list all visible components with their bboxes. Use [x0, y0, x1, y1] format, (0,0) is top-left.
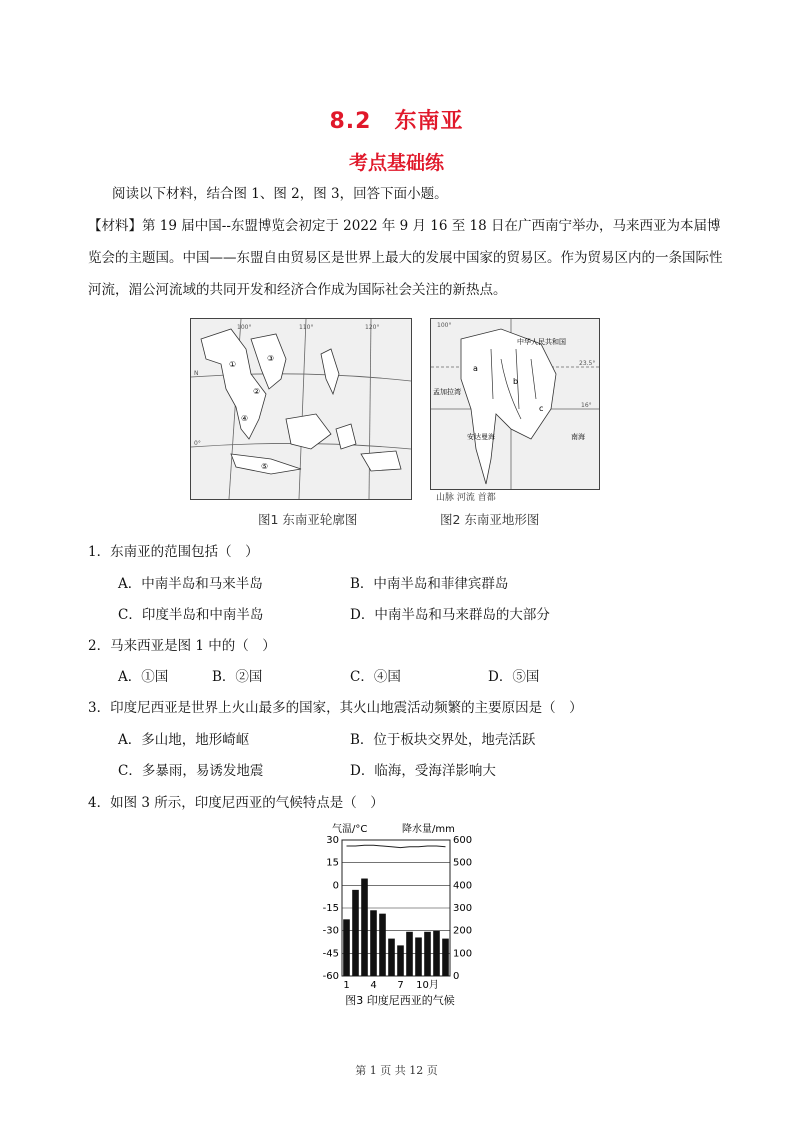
- figure-1-map: [190, 318, 412, 500]
- figure-2-map: [430, 318, 600, 490]
- precipitation-bar: [361, 879, 368, 976]
- x-tick-label: 4: [370, 980, 377, 991]
- figure-2-caption: 图2 东南亚地形图: [440, 512, 540, 527]
- precipitation-bar: [388, 939, 395, 976]
- page-subtitle: 考点基础练: [348, 152, 444, 174]
- right-tick-label: 100: [453, 948, 473, 960]
- question-1: 1．东南亚的范围包括（ ）: [88, 544, 259, 560]
- q3-option-b: B．位于板块交界处，地壳活跃: [350, 732, 536, 748]
- figure-1-caption: 图1 东南亚轮廓图: [258, 512, 358, 527]
- fig2-sea-label: 南海: [571, 433, 585, 441]
- precipitation-bar: [397, 945, 404, 976]
- q2-option-b: B．②国: [212, 669, 263, 685]
- q3-option-d: D．临海，受海洋影响大: [350, 763, 496, 779]
- figure-2-legend: 山脉 河流 首都: [436, 493, 496, 503]
- q1-option-d: D．中南半岛和马来群岛的大部分: [350, 607, 550, 623]
- q2-option-a: A．①国: [118, 669, 169, 685]
- question-2: 2．马来西亚是图 1 中的（ ）: [88, 638, 276, 654]
- precipitation-bar: [352, 890, 359, 976]
- left-tick-label: 15: [326, 857, 339, 869]
- question-3: 3．印度尼西亚是世界上火山最多的国家，其火山地震活动频繁的主要原因是（ ）: [88, 700, 583, 716]
- fig1-country-2: ②: [253, 387, 261, 396]
- q2-option-c: C．④国: [350, 669, 401, 685]
- precipitation-bar: [406, 932, 413, 976]
- precipitation-bar: [433, 931, 440, 976]
- left-tick-label: -60: [322, 971, 339, 982]
- chart-ylabel-left: 气温/°C: [332, 824, 368, 835]
- fig1-country-5: ⑤: [261, 462, 269, 471]
- fig2-label-b: b: [513, 377, 519, 386]
- left-tick-label: 0: [332, 880, 339, 892]
- precipitation-bar: [424, 932, 431, 976]
- fig2-andaman-label: 安达曼海: [467, 433, 495, 441]
- fig2-lon: 100°: [437, 322, 452, 329]
- x-tick-label: 7: [397, 980, 404, 991]
- left-tick-label: -15: [322, 903, 339, 914]
- q1-option-a: A．中南半岛和马来半岛: [118, 576, 263, 592]
- material-text: 【材料】第 19 届中国--东盟博览会初定于 2022 年 9 月 16 至 18 日在广西南宁举办，马来西亚为本届博览会的主题国。中国——东盟自由贸易区是世界上最大的发展中国家的贸易区。作为贸易区内的一条国际性河流，湄公河流域的共同开发和经济合作成为国际社会关注的新热点。: [88, 218, 723, 298]
- right-tick-label: 300: [453, 903, 473, 914]
- question-4: 4．如图 3 所示，印度尼西亚的气候特点是（ ）: [88, 795, 384, 811]
- precipitation-bar: [415, 937, 422, 976]
- precipitation-bar: [370, 910, 377, 976]
- fig2-label-a: a: [473, 364, 478, 373]
- page-footer: 第 1 页 共 12 页: [355, 1064, 438, 1077]
- fig1-lon3: 120°: [365, 324, 380, 331]
- precipitation-bar: [343, 919, 350, 976]
- fig1-lon2: 110°: [299, 324, 314, 331]
- fig1-country-4: ④: [241, 414, 249, 423]
- x-tick-label: 1: [343, 980, 350, 991]
- fig1-lat2: 0°: [194, 440, 201, 447]
- fig1-country-3: ③: [267, 354, 275, 363]
- right-tick-label: 500: [453, 857, 473, 869]
- precipitation-bar: [442, 939, 449, 976]
- chart-ylabel-right: 降水量/mm: [402, 824, 455, 835]
- right-tick-label: 200: [453, 925, 473, 937]
- intro-text: 阅读以下材料，结合图 1、图 2，图 3，回答下面小题。: [112, 186, 448, 202]
- fig1-lon1: 100°: [237, 324, 252, 331]
- fig2-lat1: 23.5°: [579, 360, 596, 367]
- chart-title: 图3 印度尼西亚的气候: [345, 994, 455, 1007]
- left-tick-label: -45: [322, 948, 339, 960]
- fig1-lat1: N: [194, 370, 199, 377]
- q2-option-d: D．⑤国: [488, 669, 540, 685]
- left-tick-label: -30: [322, 925, 339, 937]
- precipitation-bar: [379, 914, 386, 976]
- x-tick-label: 10月: [416, 980, 439, 991]
- q1-option-b: B．中南半岛和菲律宾群岛: [350, 576, 509, 592]
- right-tick-label: 400: [453, 880, 473, 892]
- fig2-china-label: 中华人民共和国: [517, 338, 566, 346]
- q1-option-c: C．印度半岛和中南半岛: [118, 607, 264, 623]
- q3-option-c: C．多暴雨，易诱发地震: [118, 763, 264, 779]
- climate-chart: [310, 818, 490, 1018]
- fig2-label-c: c: [539, 404, 544, 413]
- left-tick-label: 30: [326, 835, 339, 846]
- page-title: 8.2 东南亚: [329, 109, 464, 134]
- fig2-lat2: 16°: [581, 402, 592, 409]
- right-tick-label: 0: [453, 971, 460, 982]
- right-tick-label: 600: [453, 835, 473, 846]
- fig1-country-1: ①: [229, 360, 237, 369]
- q3-option-a: A．多山地，地形崎岖: [118, 732, 250, 748]
- fig2-bay-label: 孟加拉湾: [433, 388, 461, 396]
